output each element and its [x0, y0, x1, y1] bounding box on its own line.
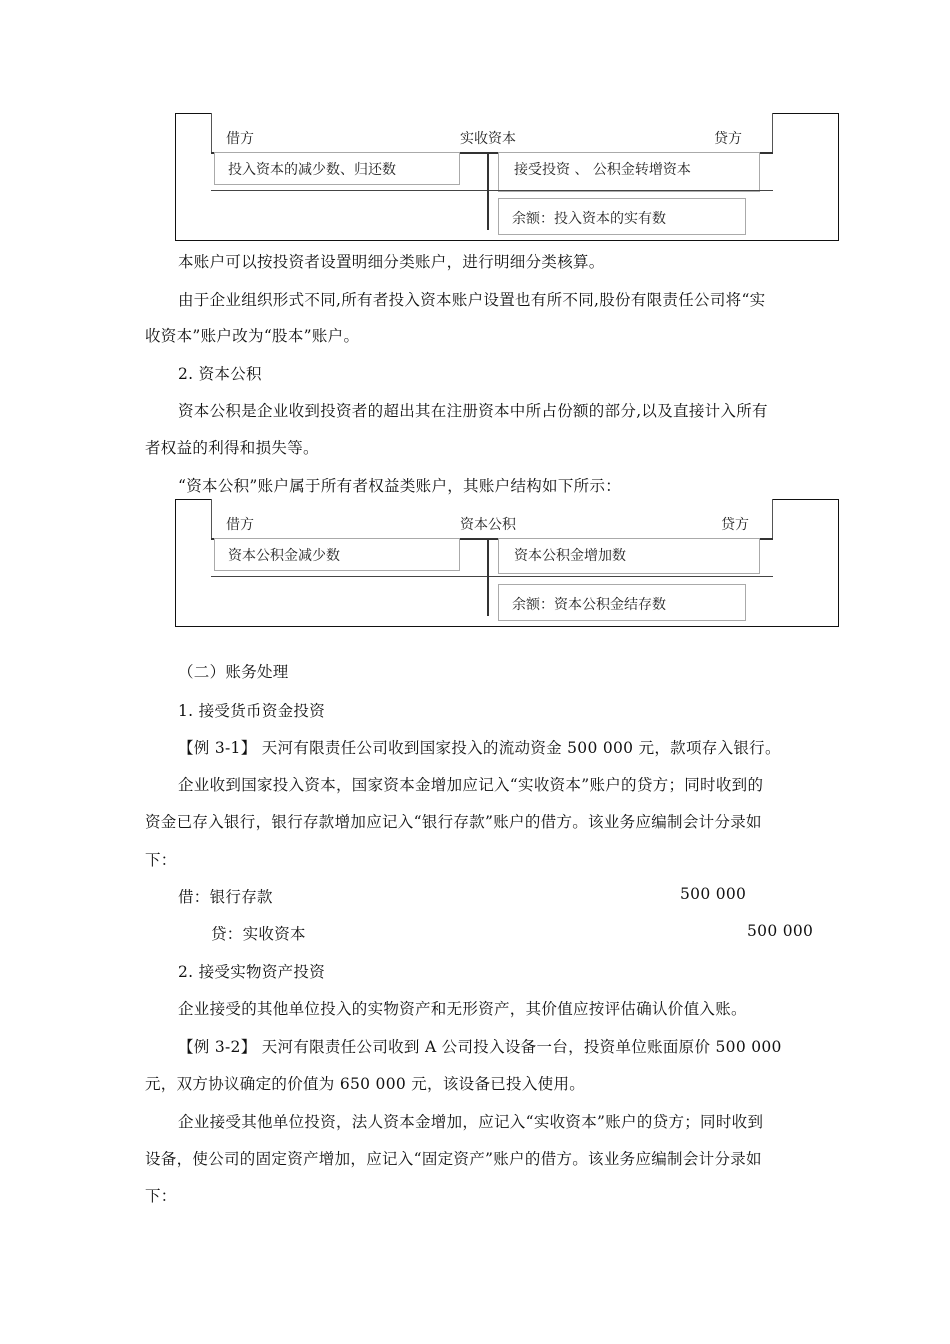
paragraph: 元，双方协议确定的价值为 650 000 元，该设备已投入使用。: [145, 1075, 586, 1093]
right-entry-text: 资本公积金增加数: [514, 548, 626, 564]
paragraph: 本账户可以按投资者设置明细分类账户，进行明细分类核算。: [178, 253, 605, 271]
credit-label: 贷方: [714, 131, 742, 147]
section-heading: （二）账务处理: [178, 663, 289, 681]
paragraph: 企业收到国家投入资本，国家资本金增加应记入“实收资本”账户的贷方；同时收到的: [178, 776, 764, 794]
debit-label: 借方: [226, 517, 254, 533]
paragraph: 者权益的利得和损失等。: [145, 439, 319, 457]
example: 【例 3-2】 天河有限责任公司收到 A 公司投入设备一台，投资单位账面原价 500 000: [178, 1038, 782, 1056]
t-vertical-rule: [487, 152, 489, 230]
left-entry-text: 资本公积金减少数: [228, 548, 340, 564]
paragraph: 下：: [145, 1187, 177, 1205]
balance-text: 余额：投入资本的实有数: [512, 211, 666, 227]
heading: 2. 资本公积: [178, 365, 262, 383]
paragraph: 企业接受的其他单位投入的实物资产和无形资产，其价值应按评估确认价值入账。: [178, 1000, 747, 1018]
paragraph: “资本公积”账户属于所有者权益类账户，其账户结构如下所示：: [178, 477, 622, 495]
paragraph: 企业接受其他单位投资，法人资本金增加，应记入“实收资本”账户的贷方；同时收到: [178, 1113, 764, 1131]
example: 【例 3-1】 天河有限责任公司收到国家投入的流动资金 500 000 元，款项存入银行。: [178, 739, 781, 757]
t-account-paid-in-capital: [175, 113, 839, 241]
mid-rule: [211, 576, 773, 577]
paragraph: 下：: [145, 851, 177, 869]
heading: 2. 接受实物资产投资: [178, 963, 326, 981]
journal-debit-amount: 500 000: [680, 885, 747, 903]
t-account-capital-reserve: [175, 499, 839, 627]
paragraph: 资本公积是企业收到投资者的超出其在注册资本中所占份额的部分,以及直接计入所有: [178, 402, 768, 420]
paragraph: 设备，使公司的固定资产增加，应记入“固定资产”账户的借方。该业务应编制会计分录如: [145, 1150, 762, 1168]
paragraph: 资金已存入银行，银行存款增加应记入“银行存款”账户的借方。该业务应编制会计分录如: [145, 813, 762, 831]
heading: 1. 接受货币资金投资: [178, 702, 326, 720]
credit-label: 贷方: [721, 517, 749, 533]
journal-credit-amount: 500 000: [747, 922, 814, 940]
mid-rule: [211, 190, 773, 191]
left-entry-text: 投入资本的减少数、归还数: [228, 162, 396, 178]
journal-credit: 贷：实收资本: [211, 925, 306, 943]
right-entry-text: 接受投资 、 公积金转增资本: [514, 162, 691, 178]
t-vertical-rule: [487, 538, 489, 616]
journal-debit: 借：银行存款: [178, 888, 273, 906]
account-title: 资本公积: [460, 517, 516, 533]
paragraph: 收资本”账户改为“股本”账户。: [145, 327, 360, 345]
debit-label: 借方: [226, 131, 254, 147]
balance-text: 余额：资本公积金结存数: [512, 597, 666, 613]
account-title: 实收资本: [460, 131, 516, 147]
paragraph: 由于企业组织形式不同,所有者投入资本账户设置也有所不同,股份有限责任公司将“实: [178, 291, 766, 309]
